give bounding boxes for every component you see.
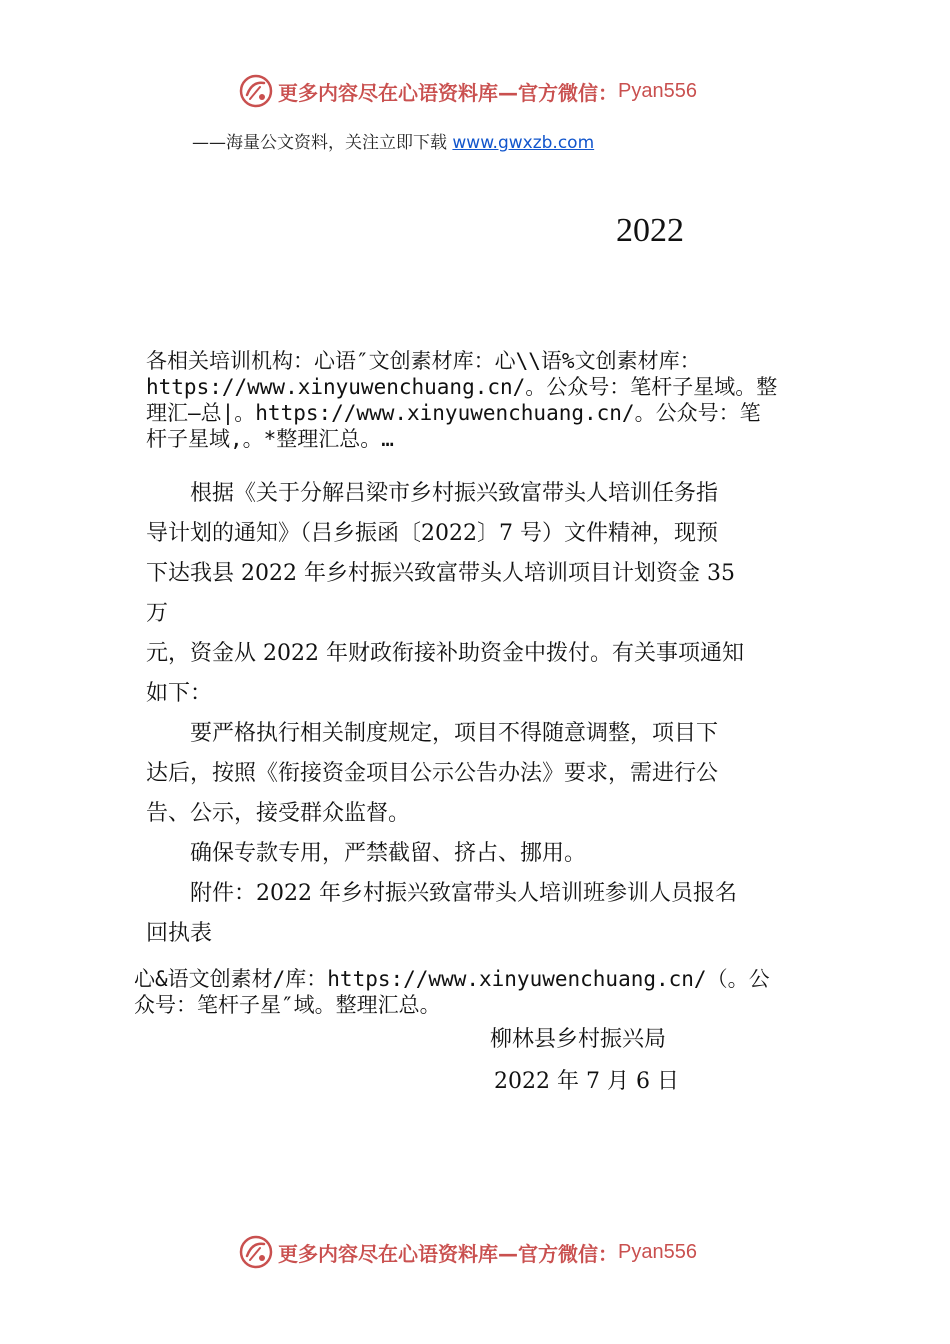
wechat-id: Pyan556 [618, 1240, 697, 1263]
recipient-watermark-block: 各相关培训机构：心语″文创素材库：心\\语%文创素材库： https://www.xinyuwenchuang.cn/。公众号：笔杆子星域。整 理汇—总|。https://www.xinyuwenchuang.cn/。公众号：笔 杆子星域,。*整理汇总。… [146, 349, 778, 451]
brand-logo-icon [238, 73, 274, 109]
wechat-id: Pyan556 [618, 79, 697, 102]
banner-text: 更多内容尽在心语资料库—官方微信： [278, 80, 618, 105]
download-link[interactable]: www.gwxzb.com [452, 133, 595, 153]
signature-organization: 柳林县乡村振兴局 [490, 1027, 667, 1052]
signature-date: 2022 年 7 月 6 日 [494, 1069, 679, 1094]
body-paragraph-basis: 根据《关于分解吕梁市乡村振兴致富带头人培训任务指 导计划的通知》（吕乡振函〔2022〕7 号）文件精神，现预 下达我县 2022 年乡村振兴致富带头人培训项目计划资金 35 万 [146, 481, 735, 626]
banner-text: 更多内容尽在心语资料库—官方微信： [278, 1241, 618, 1266]
body-paragraph-requirements: 要严格执行相关制度规定，项目不得随意调整，项目下 达后，按照《衔接资金项目公示公告办法》要求，需进行公 告、公示，接受群众监督。 [146, 721, 719, 826]
download-subline [192, 128, 594, 153]
body-paragraph-funding: 元，资金从 2022 年财政衔接补助资金中拨付。有关事项通知 如下： [146, 641, 744, 706]
body-paragraph-funds-use: 确保专款专用，严禁截留、挤占、挪用。 [146, 841, 587, 866]
body-paragraph-attachment: 附件：2022 年乡村振兴致富带头人培训班参训人员报名 回执表 [146, 881, 737, 946]
brand-logo-icon [238, 1234, 274, 1270]
top-banner [238, 71, 697, 111]
subline-text: ——海量公文资料，关注立即下载 [192, 133, 453, 153]
bottom-banner [238, 1232, 697, 1272]
document-year-heading: 2022 [616, 212, 684, 249]
footer-watermark-block: 心&语文创素材/库：https://www.xinyuwenchuang.cn/（。公 众号：笔杆子星″域。整理汇总。 [134, 967, 770, 1017]
